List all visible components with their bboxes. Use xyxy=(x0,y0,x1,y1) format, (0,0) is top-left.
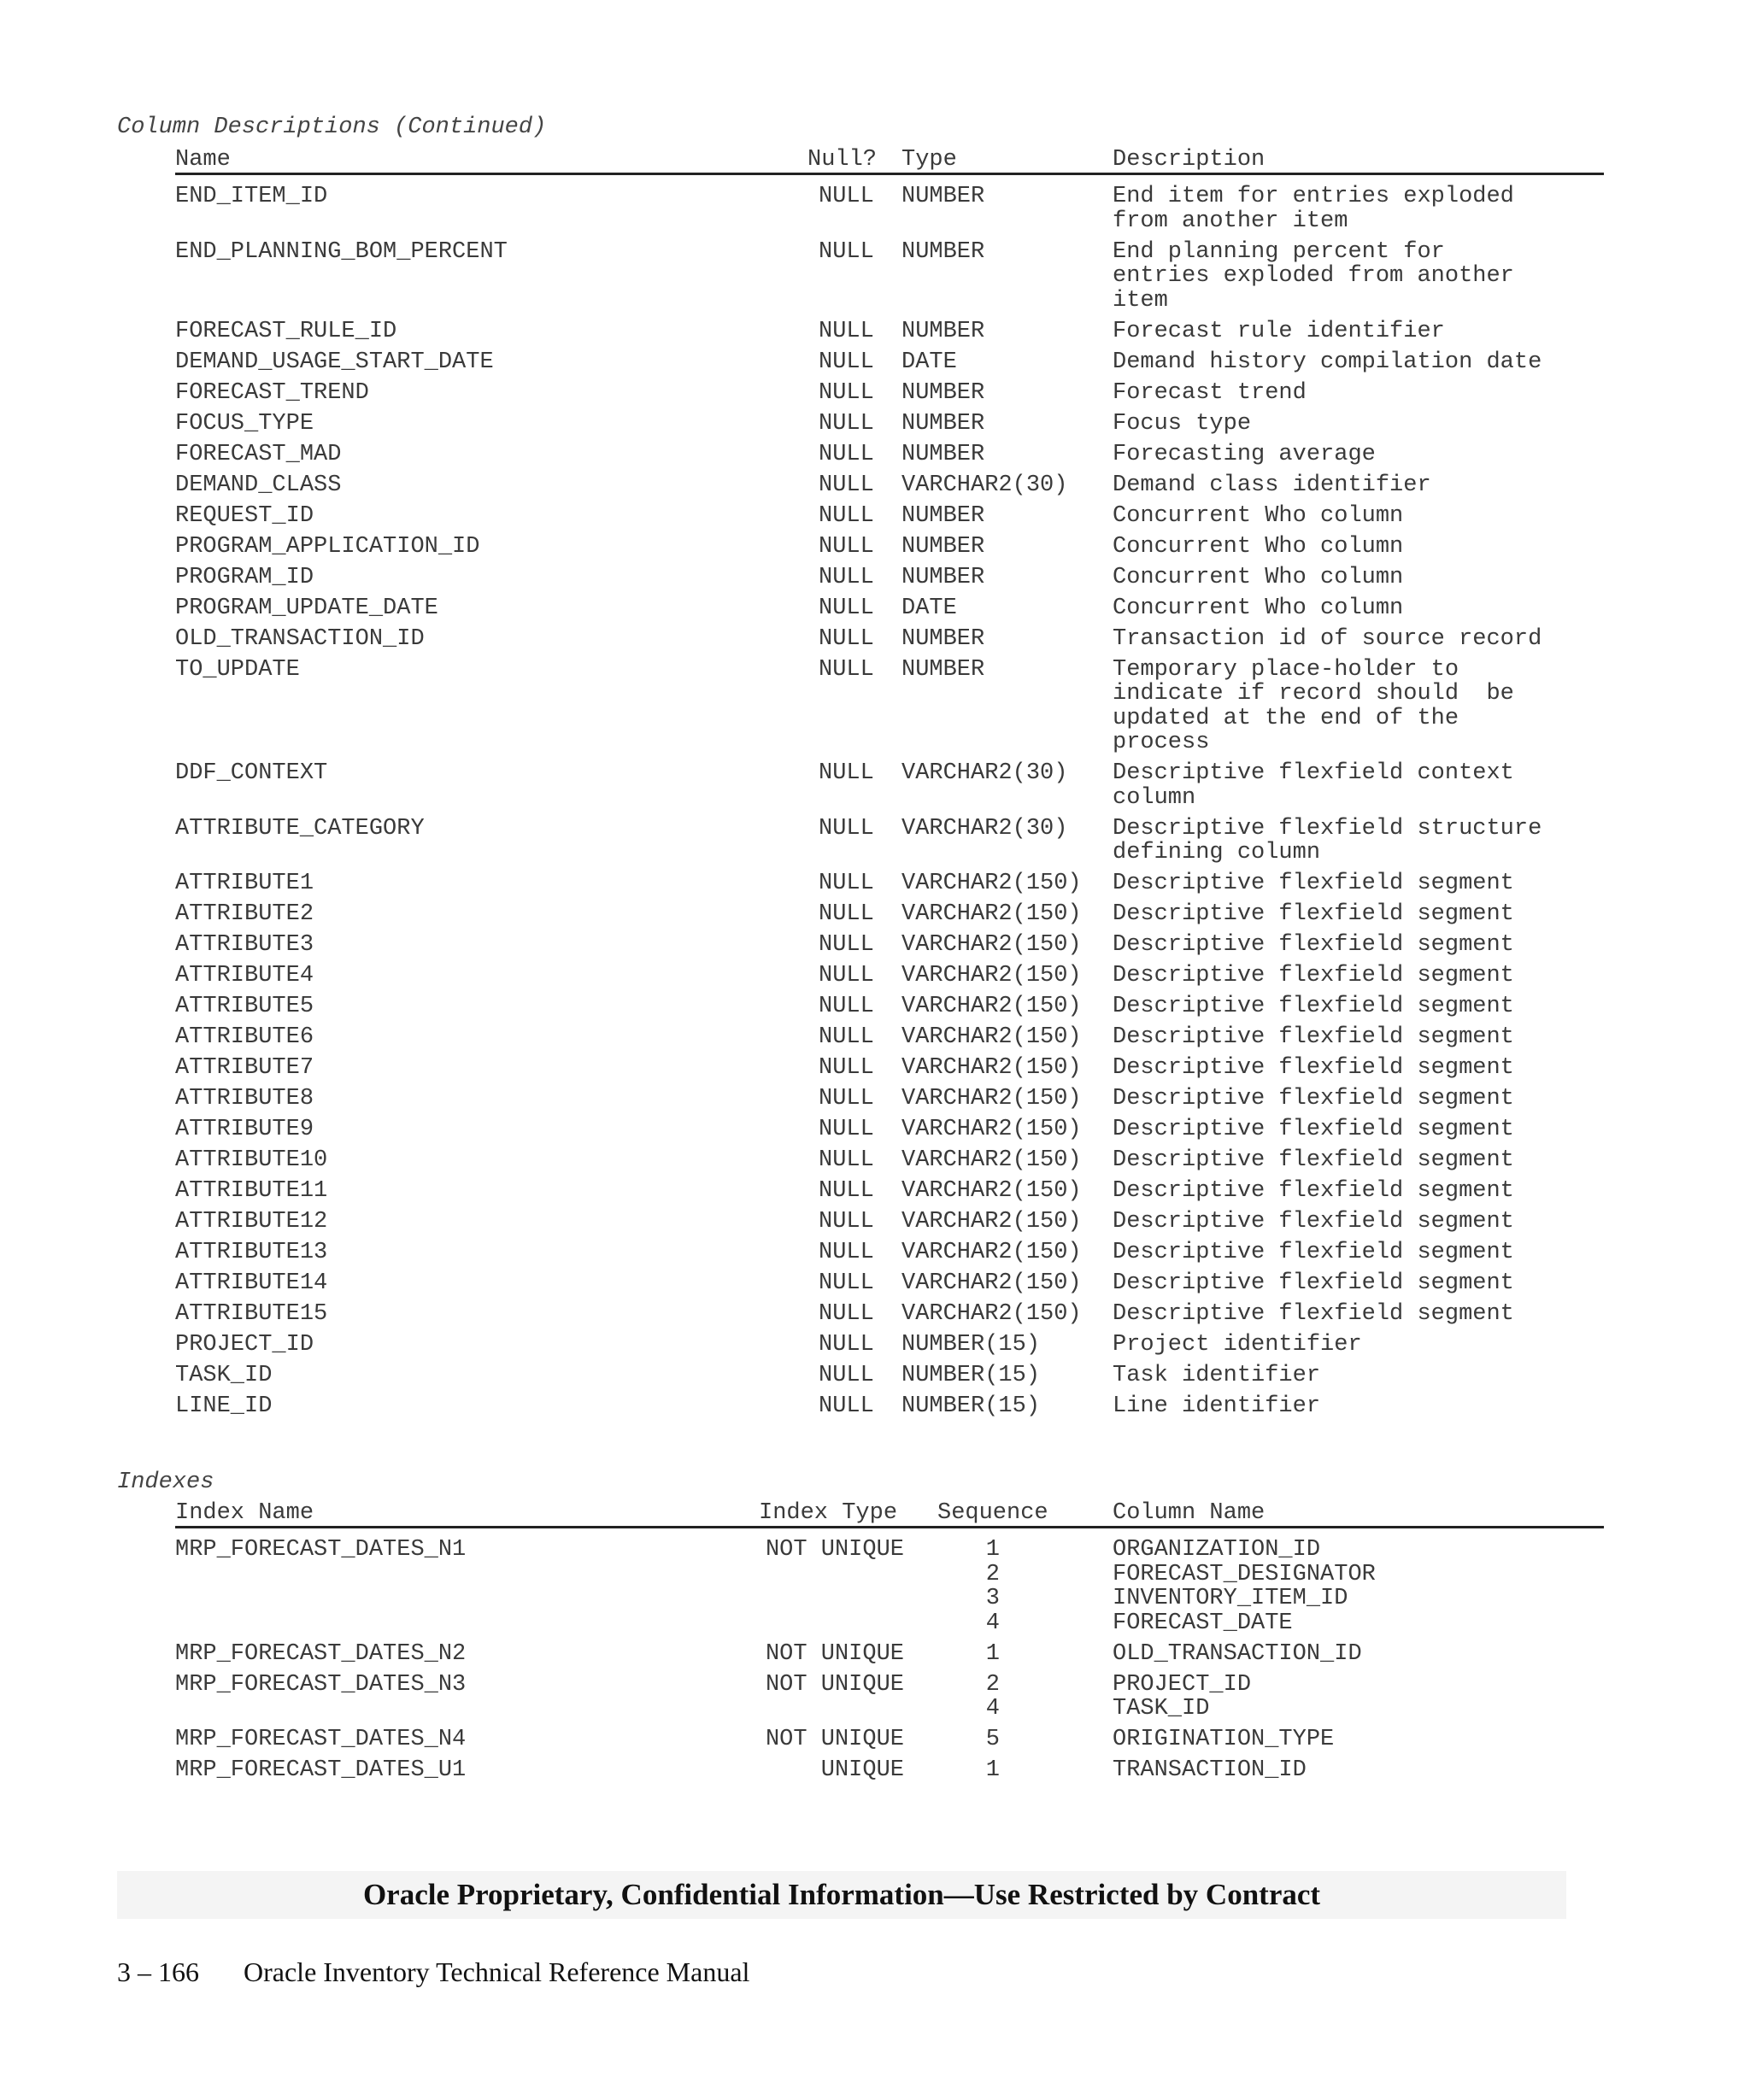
columns-header-row xyxy=(0,147,1750,173)
column-null: NULL xyxy=(819,1024,874,1050)
index-column-name: PROJECT_ID TASK_ID xyxy=(1113,1671,1252,1722)
column-null: NULL xyxy=(819,901,874,927)
index-column-name: ORIGINATION_TYPE xyxy=(1113,1727,1335,1752)
index-type: NOT UNIQUE xyxy=(765,1727,904,1752)
column-description: Project identifier xyxy=(1113,1332,1362,1358)
column-description: Descriptive flexfield segment xyxy=(1113,1055,1514,1081)
column-null: NULL xyxy=(819,1117,874,1142)
column-description: Descriptive flexfield segment xyxy=(1113,901,1514,927)
index-sequence: 1 xyxy=(985,1757,1000,1783)
column-type: VARCHAR2(30) xyxy=(901,815,1068,842)
column-null: NULL xyxy=(819,564,874,590)
column-null: NULL xyxy=(819,871,874,896)
column-null: NULL xyxy=(819,1332,874,1358)
column-name: ATTRIBUTE13 xyxy=(175,1240,328,1265)
column-type: VARCHAR2(150) xyxy=(901,1055,1082,1081)
column-type: NUMBER xyxy=(901,502,985,529)
column-null: NULL xyxy=(819,815,874,842)
column-type: DATE xyxy=(901,595,957,621)
column-name: PROGRAM_ID xyxy=(175,564,314,590)
column-description: Concurrent Who column xyxy=(1113,564,1404,590)
column-null: NULL xyxy=(819,410,874,437)
column-description: Descriptive flexfield segment xyxy=(1113,1240,1514,1265)
column-null: NULL xyxy=(819,472,874,498)
column-description: Descriptive flexfield segment xyxy=(1113,1086,1514,1112)
column-name: OLD_TRANSACTION_ID xyxy=(175,625,425,652)
index-sequence: 5 xyxy=(985,1727,1000,1752)
index-name: MRP_FORECAST_DATES_U1 xyxy=(175,1757,467,1783)
column-null: NULL xyxy=(819,1270,874,1296)
column-null: NULL xyxy=(819,238,874,265)
column-type: VARCHAR2(150) xyxy=(901,932,1082,958)
index-column-name: TRANSACTION_ID xyxy=(1113,1757,1307,1783)
column-null: NULL xyxy=(819,1393,874,1419)
column-null: NULL xyxy=(819,1055,874,1081)
column-description: Descriptive flexfield segment xyxy=(1113,994,1514,1019)
page-number: 3 – 166 xyxy=(117,1956,199,1987)
index-sequence: 2 4 xyxy=(985,1671,1000,1722)
index-name: MRP_FORECAST_DATES_N2 xyxy=(175,1640,467,1667)
column-null: NULL xyxy=(819,441,874,467)
columns-header-rule xyxy=(175,173,1604,175)
column-description: Temporary place-holder to indicate if record should be updated at the end of the process xyxy=(1113,656,1514,755)
column-type: NUMBER xyxy=(901,379,985,406)
column-name: ATTRIBUTE8 xyxy=(175,1086,314,1112)
column-name: ATTRIBUTE10 xyxy=(175,1147,328,1173)
column-name: FORECAST_RULE_ID xyxy=(175,318,397,344)
confidentiality-banner: Oracle Proprietary, Confidential Information––Use Restricted by Contract xyxy=(117,1871,1566,1919)
index-type: UNIQUE xyxy=(820,1757,904,1783)
column-null: NULL xyxy=(819,184,874,209)
column-null: NULL xyxy=(819,595,874,621)
column-name: LINE_ID xyxy=(175,1393,273,1419)
column-null: NULL xyxy=(819,760,874,786)
index-sequence: 1 xyxy=(985,1640,1000,1667)
column-name: ATTRIBUTE1 xyxy=(175,871,314,896)
column-type: VARCHAR2(30) xyxy=(901,472,1068,498)
manual-title: Oracle Inventory Technical Reference Manual xyxy=(244,1956,750,1987)
column-description: Descriptive flexfield segment xyxy=(1113,1270,1514,1296)
column-name: END_ITEM_ID xyxy=(175,184,328,209)
column-name: ATTRIBUTE14 xyxy=(175,1270,328,1296)
column-name: ATTRIBUTE4 xyxy=(175,963,314,988)
column-null: NULL xyxy=(819,379,874,406)
column-name: ATTRIBUTE6 xyxy=(175,1024,314,1050)
column-null: NULL xyxy=(819,318,874,344)
column-description: Concurrent Who column xyxy=(1113,595,1404,621)
index-column-name: ORGANIZATION_ID FORECAST_DESIGNATOR INVENTORY_ITEM_ID FORECAST_DATE xyxy=(1113,1537,1376,1636)
column-type: VARCHAR2(150) xyxy=(901,1117,1082,1142)
column-description: Descriptive flexfield segment xyxy=(1113,1117,1514,1142)
column-description: Demand history compilation date xyxy=(1113,349,1542,375)
column-null: NULL xyxy=(819,1178,874,1204)
column-name: ATTRIBUTE7 xyxy=(175,1055,314,1081)
column-type: VARCHAR2(150) xyxy=(901,1086,1082,1112)
column-name: ATTRIBUTE2 xyxy=(175,901,314,927)
column-description: Concurrent Who column xyxy=(1113,502,1404,529)
column-type: VARCHAR2(150) xyxy=(901,1147,1082,1173)
column-type: NUMBER xyxy=(901,410,985,437)
column-name: END_PLANNING_BOM_PERCENT xyxy=(175,238,508,265)
column-type: VARCHAR2(150) xyxy=(901,994,1082,1019)
column-type: DATE xyxy=(901,349,957,375)
column-type: VARCHAR2(150) xyxy=(901,871,1082,896)
column-description: End item for entries exploded from another item xyxy=(1113,184,1514,234)
column-type: NUMBER(15) xyxy=(901,1393,1041,1419)
column-description: Descriptive flexfield segment xyxy=(1113,1147,1514,1173)
column-descriptions-title: Column Descriptions (Continued) xyxy=(117,114,547,140)
column-name: ATTRIBUTE5 xyxy=(175,994,314,1019)
column-name: PROGRAM_APPLICATION_ID xyxy=(175,533,480,560)
index-type: NOT UNIQUE xyxy=(765,1640,904,1667)
column-description: Line identifier xyxy=(1113,1393,1321,1419)
column-description: Transaction id of source record xyxy=(1113,625,1542,652)
column-null: NULL xyxy=(819,349,874,375)
column-description: Concurrent Who column xyxy=(1113,533,1404,560)
index-type: NOT UNIQUE xyxy=(765,1537,904,1563)
index-type: NOT UNIQUE xyxy=(765,1671,904,1698)
column-type: NUMBER xyxy=(901,184,985,209)
column-description: Descriptive flexfield segment xyxy=(1113,963,1514,988)
column-null: NULL xyxy=(819,1240,874,1265)
column-null: NULL xyxy=(819,502,874,529)
column-type: VARCHAR2(150) xyxy=(901,1024,1082,1050)
column-null: NULL xyxy=(819,1363,874,1388)
column-null: NULL xyxy=(819,533,874,560)
header-column-name: Column Name xyxy=(1113,1500,1266,1526)
column-type: VARCHAR2(150) xyxy=(901,1270,1082,1296)
column-type: NUMBER xyxy=(901,533,985,560)
column-description: Descriptive flexfield segment xyxy=(1113,871,1514,896)
column-type: VARCHAR2(150) xyxy=(901,1209,1082,1235)
column-description: Descriptive flexfield context column xyxy=(1113,760,1514,811)
index-name: MRP_FORECAST_DATES_N4 xyxy=(175,1727,467,1752)
header-index-name: Index Name xyxy=(175,1500,314,1526)
column-type: NUMBER xyxy=(901,238,985,265)
column-null: NULL xyxy=(819,625,874,652)
index-name: MRP_FORECAST_DATES_N1 xyxy=(175,1537,467,1563)
column-type: VARCHAR2(150) xyxy=(901,1301,1082,1327)
index-column-name: OLD_TRANSACTION_ID xyxy=(1113,1640,1362,1667)
column-name: ATTRIBUTE9 xyxy=(175,1117,314,1142)
column-description: Task identifier xyxy=(1113,1363,1321,1388)
column-null: NULL xyxy=(819,994,874,1019)
column-description: Demand class identifier xyxy=(1113,472,1431,498)
header-type: Type xyxy=(901,147,957,173)
column-name: DEMAND_CLASS xyxy=(175,472,342,498)
column-description: Descriptive flexfield segment xyxy=(1113,1209,1514,1235)
column-type: NUMBER xyxy=(901,318,985,344)
column-null: NULL xyxy=(819,1301,874,1327)
column-null: NULL xyxy=(819,1147,874,1173)
column-description: Descriptive flexfield segment xyxy=(1113,1301,1514,1327)
column-name: TO_UPDATE xyxy=(175,656,300,683)
column-description: Forecast trend xyxy=(1113,379,1307,406)
index-sequence: 1 2 3 4 xyxy=(985,1537,1000,1636)
column-null: NULL xyxy=(819,932,874,958)
column-type: NUMBER(15) xyxy=(901,1363,1041,1388)
header-index-type: Index Type xyxy=(759,1500,898,1526)
column-name: FORECAST_MAD xyxy=(175,441,342,467)
column-name: ATTRIBUTE15 xyxy=(175,1301,328,1327)
header-null: Null? xyxy=(807,147,878,173)
header-name: Name xyxy=(175,147,231,173)
column-name: PROGRAM_UPDATE_DATE xyxy=(175,595,438,621)
indexes-header-rule xyxy=(175,1526,1604,1528)
column-description: Descriptive flexfield segment xyxy=(1113,1178,1514,1204)
column-type: VARCHAR2(150) xyxy=(901,1178,1082,1204)
column-type: VARCHAR2(30) xyxy=(901,760,1068,786)
column-description: End planning percent for entries exploded from another item xyxy=(1113,238,1514,314)
indexes-title: Indexes xyxy=(117,1469,214,1495)
indexes-header-row xyxy=(0,1500,1750,1526)
column-null: NULL xyxy=(819,1086,874,1112)
column-type: NUMBER xyxy=(901,564,985,590)
column-null: NULL xyxy=(819,656,874,683)
column-type: NUMBER xyxy=(901,441,985,467)
column-description: Descriptive flexfield segment xyxy=(1113,1024,1514,1050)
column-name: PROJECT_ID xyxy=(175,1332,314,1358)
header-sequence: Sequence xyxy=(937,1500,1048,1526)
column-type: NUMBER xyxy=(901,656,985,683)
column-description: Descriptive flexfield structure defining column xyxy=(1113,815,1542,865)
column-type: NUMBER(15) xyxy=(901,1332,1041,1358)
index-name: MRP_FORECAST_DATES_N3 xyxy=(175,1671,467,1698)
column-name: FORECAST_TREND xyxy=(175,379,369,406)
column-type: VARCHAR2(150) xyxy=(901,1240,1082,1265)
column-null: NULL xyxy=(819,963,874,988)
column-name: REQUEST_ID xyxy=(175,502,314,529)
column-type: VARCHAR2(150) xyxy=(901,963,1082,988)
column-name: FOCUS_TYPE xyxy=(175,410,314,437)
column-description: Forecast rule identifier xyxy=(1113,318,1445,344)
column-name: DDF_CONTEXT xyxy=(175,760,328,786)
column-name: ATTRIBUTE11 xyxy=(175,1178,328,1204)
column-type: NUMBER xyxy=(901,625,985,652)
header-description: Description xyxy=(1113,147,1266,173)
column-null: NULL xyxy=(819,1209,874,1235)
column-description: Descriptive flexfield segment xyxy=(1113,932,1514,958)
column-name: ATTRIBUTE3 xyxy=(175,932,314,958)
column-name: DEMAND_USAGE_START_DATE xyxy=(175,349,494,375)
column-name: ATTRIBUTE12 xyxy=(175,1209,328,1235)
column-type: VARCHAR2(150) xyxy=(901,901,1082,927)
column-description: Forecasting average xyxy=(1113,441,1376,467)
column-name: TASK_ID xyxy=(175,1363,273,1388)
column-name: ATTRIBUTE_CATEGORY xyxy=(175,815,425,842)
column-description: Focus type xyxy=(1113,410,1252,437)
